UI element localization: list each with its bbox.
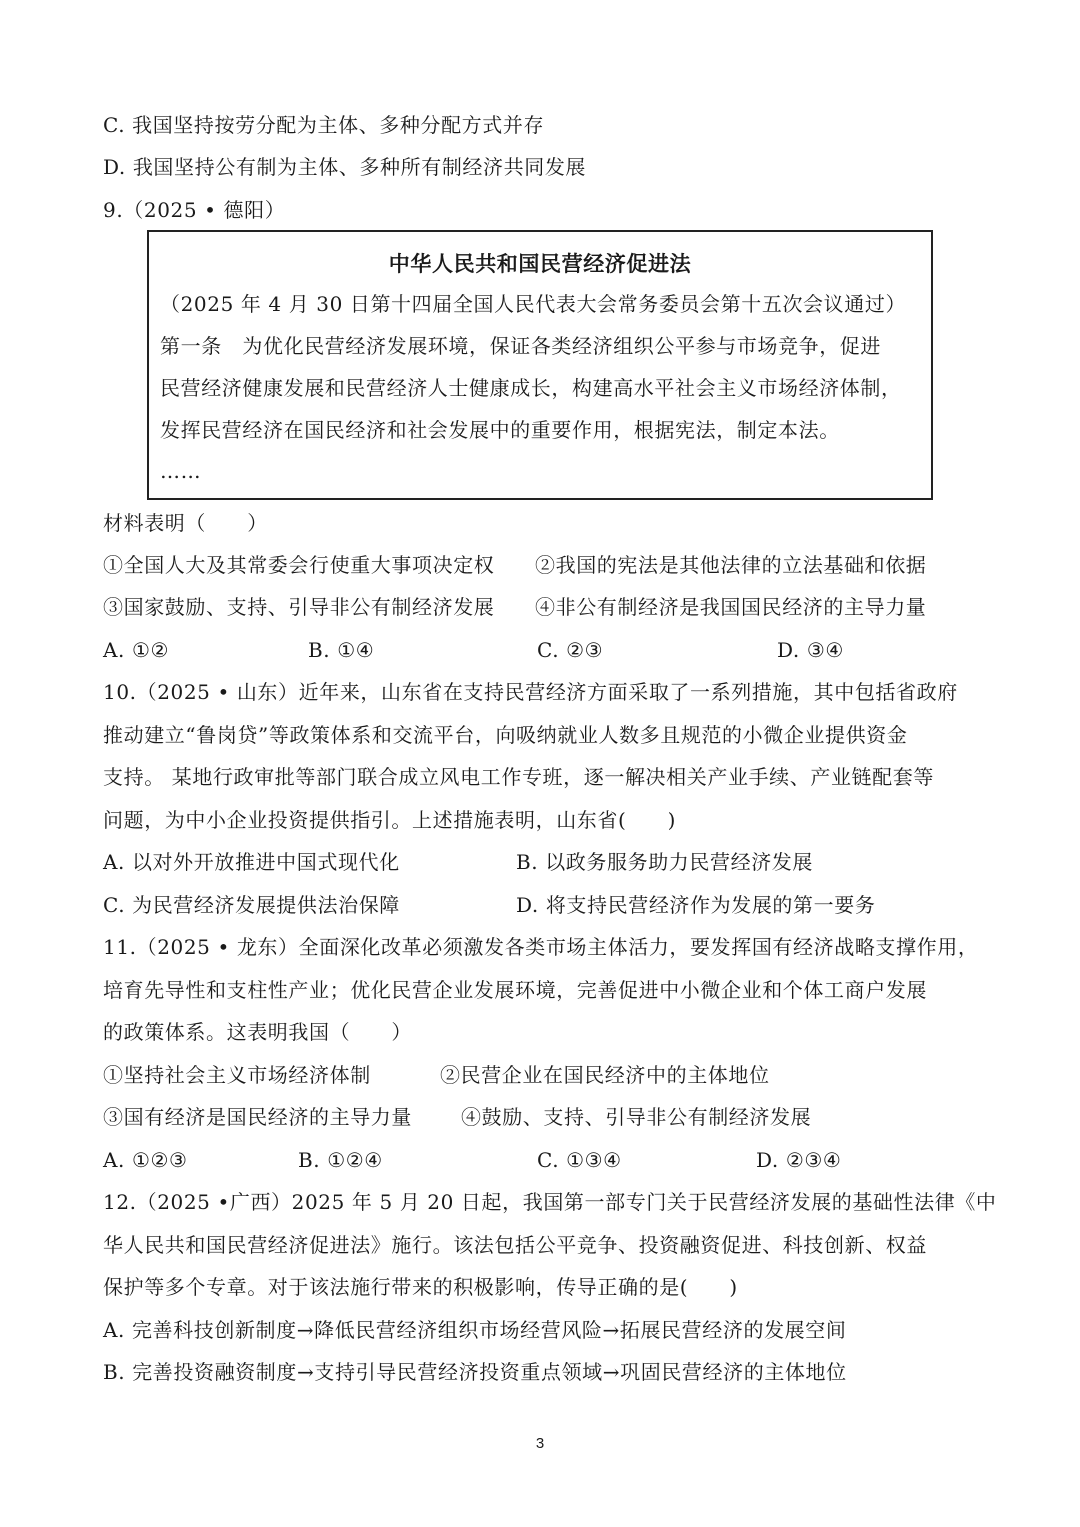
q8-option-d: D. 我国坚持公有制为主体、多种所有制经济共同发展 xyxy=(103,155,587,179)
q9-option-b: B. ①④ xyxy=(308,638,375,662)
q10-text-line: 10.（2025 • 山东）近年来，山东省在支持民营经济方面采取了一系列措施，其中包括省政府 xyxy=(103,680,958,704)
q11-option-a: A. ①②③ xyxy=(103,1148,188,1172)
q11-statement-3: ③国有经济是国民经济的主导力量 xyxy=(103,1105,412,1129)
q11-text-line: 培育先导性和支柱性产业；优化民营企业发展环境，完善促进中小微企业和个体工商户发展 xyxy=(103,978,927,1002)
q9-header: 9.（2025 • 德阳） xyxy=(103,198,286,222)
q9-stem: 材料表明（ ） xyxy=(103,511,268,535)
q10-option-d: D. 将支持民营经济作为发展的第一要务 xyxy=(516,893,876,917)
q8-option-c: C. 我国坚持按劳分配为主体、多种分配方式并存 xyxy=(103,113,545,137)
q9-statement-3: ③国家鼓励、支持、引导非公有制经济发展 xyxy=(103,595,495,619)
q11-text-line: 的政策体系。这表明我国（ ） xyxy=(103,1020,412,1044)
q9-statement-4: ④非公有制经济是我国国民经济的主导力量 xyxy=(535,595,927,619)
q12-text-line: 保护等多个专章。对于该法施行带来的积极影响，传导正确的是( ) xyxy=(103,1275,738,1299)
q10-option-a: A. 以对外开放推进中国式现代化 xyxy=(103,850,400,874)
q12-option-b: B. 完善投资融资制度→支持引导民营经济投资重点领域→巩固民营经济的主体地位 xyxy=(103,1360,847,1384)
q9-box-line: 民营经济健康发展和民营经济人士健康成长，构建高水平社会主义市场经济体制， xyxy=(160,376,902,400)
q9-box-line: 第一条 为优化民营经济发展环境，保证各类经济组织公平参与市场竞争，促进 xyxy=(160,334,881,358)
q9-box-subtitle: （2025 年 4 月 30 日第十四届全国人民代表大会常务委员会第十五次会议通过） xyxy=(160,292,907,316)
q11-statement-2: ②民营企业在国民经济中的主体地位 xyxy=(440,1063,770,1087)
q11-statement-1: ①坚持社会主义市场经济体制 xyxy=(103,1063,371,1087)
q10-option-c: C. 为民营经济发展提供法治保障 xyxy=(103,893,400,917)
q11-statement-4: ④鼓励、支持、引导非公有制经济发展 xyxy=(461,1105,812,1129)
q11-text-line: 11.（2025 • 龙东）全面深化改革必须激发各类市场主体活力，要发挥国有经济战略支撑作用， xyxy=(103,935,979,959)
q10-text-line: 推动建立“鲁岗贷”等政策体系和交流平台，向吸纳就业人数多且规范的小微企业提供资金 xyxy=(103,723,908,747)
q9-option-c: C. ②③ xyxy=(537,638,604,662)
q9-box-line: 发挥民营经济在国民经济和社会发展中的重要作用，根据宪法，制定本法。 xyxy=(160,418,840,442)
q9-box-ellipsis: …… xyxy=(160,459,202,483)
q12-text-line: 12.（2025 •广西）2025 年 5 月 20 日起，我国第一部专门关于民营经济发展的基础性法律《中 xyxy=(103,1190,997,1214)
q12-text-line: 华人民共和国民营经济促进法》施行。该法包括公平竞争、投资融资促进、科技创新、权益 xyxy=(103,1233,927,1257)
q12-option-a: A. 完善科技创新制度→降低民营经济组织市场经营风险→拓展民营经济的发展空间 xyxy=(103,1318,847,1342)
q10-text-line: 支持。 某地行政审批等部门联合成立风电工作专班，逐一解决相关产业手续、产业链配套等 xyxy=(103,765,934,789)
q9-statement-1: ①全国人大及其常委会行使重大事项决定权 xyxy=(103,553,495,577)
q9-option-a: A. ①② xyxy=(103,638,170,662)
page-number: 3 xyxy=(535,1435,545,1452)
q10-text-line: 问题，为中小企业投资提供指引。上述措施表明，山东省( ) xyxy=(103,808,677,832)
q11-option-c: C. ①③④ xyxy=(537,1148,622,1172)
q9-box-title: 中华人民共和国民营经济促进法 xyxy=(388,251,692,276)
q11-option-b: B. ①②④ xyxy=(298,1148,383,1172)
q9-option-d: D. ③④ xyxy=(777,638,844,662)
q9-statement-2: ②我国的宪法是其他法律的立法基础和依据 xyxy=(535,553,927,577)
q9-material-box xyxy=(147,230,933,500)
q11-option-d: D. ②③④ xyxy=(756,1148,842,1172)
q10-option-b: B. 以政务服务助力民营经济发展 xyxy=(516,850,814,874)
